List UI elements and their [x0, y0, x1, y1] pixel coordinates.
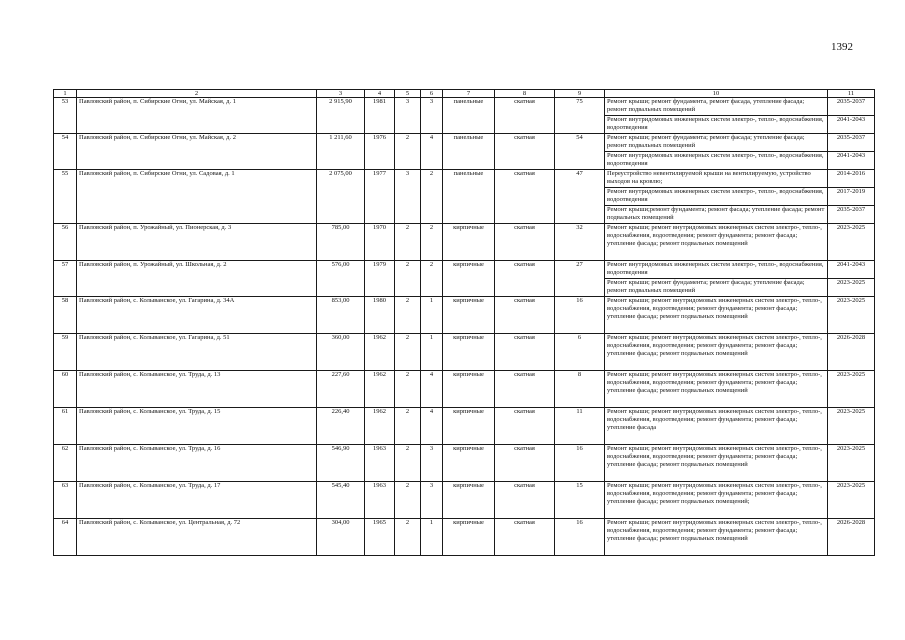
- entrances-cell: 4: [421, 134, 443, 170]
- apartments-cell: 8: [555, 371, 605, 408]
- year-cell: 1965: [365, 519, 395, 556]
- row-number-cell: 60: [54, 371, 77, 408]
- table-row: [54, 371, 875, 408]
- address-cell: Павловский район, п. Сибирские Огни, ул. Майская, д. 1: [77, 98, 317, 134]
- period-cell: 2023-2025: [828, 297, 875, 334]
- area-cell: 2 915,90: [317, 98, 365, 134]
- apartments-cell: 16: [555, 519, 605, 556]
- floors-cell: 2: [395, 482, 421, 519]
- wall-material-cell: кирпичные: [443, 482, 495, 519]
- row-number-cell: 54: [54, 134, 77, 170]
- row-number-cell: 56: [54, 224, 77, 261]
- year-cell: 1980: [365, 297, 395, 334]
- period-cell: 2026-2028: [828, 519, 875, 556]
- area-cell: 546,90: [317, 445, 365, 482]
- floors-cell: 2: [395, 519, 421, 556]
- apartments-cell: 16: [555, 297, 605, 334]
- entrances-cell: 2: [421, 170, 443, 224]
- table-row: [54, 445, 875, 482]
- wall-material-cell: панельные: [443, 134, 495, 170]
- column-number-2: 2: [77, 90, 317, 98]
- period-cell: 2023-2025: [828, 482, 875, 519]
- year-cell: 1962: [365, 408, 395, 445]
- period-cell: 2035-2037: [828, 206, 875, 224]
- column-number-11: 11: [828, 90, 875, 98]
- floors-cell: 2: [395, 297, 421, 334]
- area-cell: 226,40: [317, 408, 365, 445]
- address-cell: Павловский район, п. Урожайный, ул. Школьная, д. 2: [77, 261, 317, 297]
- floors-cell: 2: [395, 224, 421, 261]
- floors-cell: 2: [395, 334, 421, 371]
- area-cell: 853,00: [317, 297, 365, 334]
- roof-type-cell: скатная: [495, 261, 555, 297]
- area-cell: 785,00: [317, 224, 365, 261]
- address-cell: Павловский район, с. Колыванское, ул. Гагарина, д. 51: [77, 334, 317, 371]
- area-cell: 2 075,00: [317, 170, 365, 224]
- year-cell: 1976: [365, 134, 395, 170]
- works-cell: Ремонт крыши; ремонт внутридомовых инженерных систем электро-, тепло-, водоснабжения, водоотведения; ремонт фундамента; ремонт фасада; утепление фасада; ремонт подвальных помещений: [605, 519, 828, 556]
- works-cell: Ремонт крыши; ремонт внутридомовых инженерных систем электро-, тепло-, водоснабжения, водоотведения; ремонт фундамента; ремонт фасада; утепление фасада; ремонт подвальных помещений: [605, 224, 828, 261]
- page-number: 1392: [831, 41, 853, 53]
- column-number-9: 9: [555, 90, 605, 98]
- works-cell: Ремонт внутридомовых инженерных систем электро-, тепло-, водоснабжения, водоотведения: [605, 261, 828, 279]
- column-number-row: [54, 90, 875, 98]
- apartments-cell: 47: [555, 170, 605, 224]
- roof-type-cell: скатная: [495, 445, 555, 482]
- area-cell: 227,60: [317, 371, 365, 408]
- wall-material-cell: кирпичные: [443, 408, 495, 445]
- column-number-1: 1: [54, 90, 77, 98]
- period-cell: 2014-2016: [828, 170, 875, 188]
- apartments-cell: 15: [555, 482, 605, 519]
- address-cell: Павловский район, с. Колыванское, ул. Труда, д. 15: [77, 408, 317, 445]
- year-cell: 1977: [365, 170, 395, 224]
- entrances-cell: 2: [421, 261, 443, 297]
- column-number-3: 3: [317, 90, 365, 98]
- wall-material-cell: панельные: [443, 98, 495, 134]
- area-cell: 304,00: [317, 519, 365, 556]
- roof-type-cell: скатная: [495, 224, 555, 261]
- row-number-cell: 53: [54, 98, 77, 134]
- column-number-8: 8: [495, 90, 555, 98]
- wall-material-cell: кирпичные: [443, 297, 495, 334]
- row-number-cell: 64: [54, 519, 77, 556]
- row-number-cell: 55: [54, 170, 77, 224]
- table-row: [54, 482, 875, 519]
- year-cell: 1963: [365, 482, 395, 519]
- column-number-6: 6: [421, 90, 443, 98]
- row-number-cell: 57: [54, 261, 77, 297]
- wall-material-cell: кирпичные: [443, 445, 495, 482]
- works-cell: Ремонт внутридомовых инженерных систем электро-, тепло-, водоснабжения, водоотведения: [605, 116, 828, 134]
- table-header: [54, 90, 875, 98]
- apartments-cell: 32: [555, 224, 605, 261]
- roof-type-cell: скатная: [495, 408, 555, 445]
- year-cell: 1962: [365, 371, 395, 408]
- table-row: [54, 170, 875, 188]
- area-cell: 576,00: [317, 261, 365, 297]
- table-row: [54, 98, 875, 116]
- apartments-cell: 6: [555, 334, 605, 371]
- entrances-cell: 1: [421, 519, 443, 556]
- year-cell: 1970: [365, 224, 395, 261]
- wall-material-cell: панельные: [443, 170, 495, 224]
- address-cell: Павловский район, п. Сибирские Огни, ул. Садовая, д. 1: [77, 170, 317, 224]
- floors-cell: 3: [395, 98, 421, 134]
- area-cell: 545,40: [317, 482, 365, 519]
- wall-material-cell: кирпичные: [443, 519, 495, 556]
- period-cell: 2041-2043: [828, 261, 875, 279]
- works-cell: Ремонт крыши; ремонт фундамента; ремонт фасада; утепление фасада; ремонт подвальных помещений: [605, 134, 828, 152]
- row-number-cell: 58: [54, 297, 77, 334]
- roof-type-cell: скатная: [495, 519, 555, 556]
- floors-cell: 2: [395, 261, 421, 297]
- roof-type-cell: скатная: [495, 134, 555, 170]
- apartments-cell: 54: [555, 134, 605, 170]
- column-number-10: 10: [605, 90, 828, 98]
- roof-type-cell: скатная: [495, 482, 555, 519]
- entrances-cell: 2: [421, 224, 443, 261]
- entrances-cell: 1: [421, 297, 443, 334]
- row-number-cell: 59: [54, 334, 77, 371]
- period-cell: 2041-2043: [828, 116, 875, 134]
- table-row: [54, 297, 875, 334]
- period-cell: 2023-2025: [828, 224, 875, 261]
- period-cell: 2023-2025: [828, 371, 875, 408]
- address-cell: Павловский район, с. Колыванское, ул. Труда, д. 16: [77, 445, 317, 482]
- table-row: [54, 334, 875, 371]
- works-cell: Ремонт крыши;ремонт фундамента; ремонт фасада; утепление фасада; ремонт подвальных помещений: [605, 206, 828, 224]
- year-cell: 1979: [365, 261, 395, 297]
- period-cell: 2017-2019: [828, 188, 875, 206]
- period-cell: 2035-2037: [828, 134, 875, 152]
- period-cell: 2023-2025: [828, 408, 875, 445]
- floors-cell: 2: [395, 408, 421, 445]
- works-cell: Ремонт внутридомовых инженерных систем электро-, тепло-, водоснабжения, водоотведения: [605, 188, 828, 206]
- column-number-5: 5: [395, 90, 421, 98]
- roof-type-cell: скатная: [495, 170, 555, 224]
- column-number-7: 7: [443, 90, 495, 98]
- period-cell: 2023-2025: [828, 445, 875, 482]
- period-cell: 2026-2028: [828, 334, 875, 371]
- floors-cell: 2: [395, 371, 421, 408]
- roof-type-cell: скатная: [495, 98, 555, 134]
- row-number-cell: 61: [54, 408, 77, 445]
- year-cell: 1981: [365, 98, 395, 134]
- address-cell: Павловский район, с. Колыванское, ул. Труда, д. 13: [77, 371, 317, 408]
- wall-material-cell: кирпичные: [443, 334, 495, 371]
- floors-cell: 2: [395, 445, 421, 482]
- column-number-4: 4: [365, 90, 395, 98]
- entrances-cell: 1: [421, 334, 443, 371]
- works-cell: Ремонт крыши; ремонт фундамента, ремонт фасада, утепление фасада; ремонт подвальных помещений: [605, 98, 828, 116]
- entrances-cell: 3: [421, 98, 443, 134]
- wall-material-cell: кирпичные: [443, 224, 495, 261]
- entrances-cell: 4: [421, 408, 443, 445]
- table-body: [54, 98, 875, 556]
- apartments-cell: 75: [555, 98, 605, 134]
- entrances-cell: 3: [421, 482, 443, 519]
- works-cell: Переустройство невентилируемой крыши на вентилируемую, устройство выходов на кровлю;: [605, 170, 828, 188]
- year-cell: 1962: [365, 334, 395, 371]
- apartments-cell: 16: [555, 445, 605, 482]
- roof-type-cell: скатная: [495, 371, 555, 408]
- row-number-cell: 62: [54, 445, 77, 482]
- works-cell: Ремонт крыши; ремонт фундамента; ремонт фасада; утепление фасада; ремонт подвальных помещений: [605, 279, 828, 297]
- wall-material-cell: кирпичные: [443, 371, 495, 408]
- area-cell: 1 211,60: [317, 134, 365, 170]
- period-cell: 2035-2037: [828, 98, 875, 116]
- roof-type-cell: скатная: [495, 334, 555, 371]
- entrances-cell: 3: [421, 445, 443, 482]
- works-cell: Ремонт крыши; ремонт внутридомовых инженерных систем электро-, тепло-, водоснабжения, водоотведения; ремонт фундамента; ремонт фасада; утепление фасада; ремонт подвальных помещений: [605, 371, 828, 408]
- table-row: [54, 408, 875, 445]
- table-row: [54, 134, 875, 152]
- floors-cell: 3: [395, 170, 421, 224]
- address-cell: Павловский район, с. Колыванское, ул. Гагарина, д. 34А: [77, 297, 317, 334]
- works-cell: Ремонт крыши; ремонт внутридомовых инженерных систем электро-, тепло-, водоснабжения, водоотведения; ремонт фундамента; ремонт фасада; утепление фасада; ремонт подвальных помещений;: [605, 482, 828, 519]
- address-cell: Павловский район, с. Колыванское, ул. Центральная, д. 72: [77, 519, 317, 556]
- row-number-cell: 63: [54, 482, 77, 519]
- period-cell: 2023-2025: [828, 279, 875, 297]
- year-cell: 1963: [365, 445, 395, 482]
- address-cell: Павловский район, п. Сибирские Огни, ул. Майская, д. 2: [77, 134, 317, 170]
- works-cell: Ремонт крыши; ремонт внутридомовых инженерных систем электро-, тепло-, водоснабжения, водоотведения; ремонт фундамента; ремонт фасада; утепление фасада: [605, 408, 828, 445]
- table-row: [54, 519, 875, 556]
- apartments-cell: 27: [555, 261, 605, 297]
- table-row: [54, 224, 875, 261]
- table-row: [54, 261, 875, 279]
- apartments-cell: 11: [555, 408, 605, 445]
- works-cell: Ремонт крыши; ремонт внутридомовых инженерных систем электро-, тепло-, водоснабжения, водоотведения; ремонт фундамента; ремонт фасада; утепление фасада; ремонт подвальных помещений: [605, 334, 828, 371]
- address-cell: Павловский район, п. Урожайный, ул. Пионерская, д. 3: [77, 224, 317, 261]
- works-cell: Ремонт внутридомовых инженерных систем электро-, тепло-, водоснабжения, водоотведения: [605, 152, 828, 170]
- address-cell: Павловский район, с. Колыванское, ул. Труда, д. 17: [77, 482, 317, 519]
- floors-cell: 2: [395, 134, 421, 170]
- works-cell: Ремонт крыши; ремонт внутридомовых инженерных систем электро-, тепло-, водоснабжения, водоотведения; ремонт фундамента; ремонт фасада; утепление фасада; ремонт подвальных помещений: [605, 445, 828, 482]
- works-cell: Ремонт крыши; ремонт внутридомовых инженерных систем электро-, тепло-, водоснабжения, водоотведения; ремонт фундамента; ремонт фасада; утепление фасада; ремонт подвальных помещений: [605, 297, 828, 334]
- area-cell: 360,00: [317, 334, 365, 371]
- roof-type-cell: скатная: [495, 297, 555, 334]
- period-cell: 2041-2043: [828, 152, 875, 170]
- entrances-cell: 4: [421, 371, 443, 408]
- registry-table: [53, 89, 875, 556]
- wall-material-cell: кирпичные: [443, 261, 495, 297]
